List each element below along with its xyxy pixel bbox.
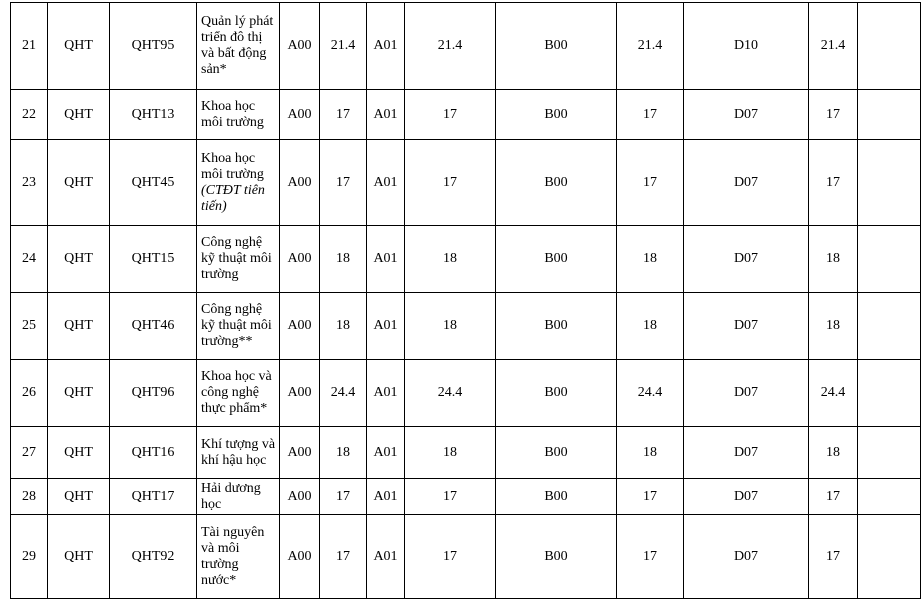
major-name-text: Quản lý phát triển đô thị và bất động sản* [201, 14, 274, 77]
cell-combo-2: A01 [367, 90, 405, 140]
cell-stt: 28 [11, 479, 48, 515]
cell-score-2: 17 [405, 479, 496, 515]
table-row [11, 427, 921, 479]
cell-combo-2: A01 [367, 479, 405, 515]
table-body [11, 3, 921, 599]
cell-combo-2: A01 [367, 293, 405, 360]
cell-combo-3: B00 [496, 427, 617, 479]
cell-combo-4: D07 [684, 515, 809, 599]
cell-stt: 21 [11, 3, 48, 90]
cell-empty [858, 427, 921, 479]
cell-score-1: 24.4 [320, 360, 367, 427]
cell-combo-3: B00 [496, 515, 617, 599]
cell-school: QHT [48, 3, 110, 90]
cell-score-4: 18 [809, 427, 858, 479]
cell-major-name [197, 515, 280, 599]
cell-combo-4: D07 [684, 90, 809, 140]
table-row [11, 3, 921, 90]
cell-empty [858, 140, 921, 226]
cell-stt: 27 [11, 427, 48, 479]
major-note-text: (CTĐT tiên tiến) [201, 182, 265, 214]
cell-score-4: 18 [809, 226, 858, 293]
cell-stt: 22 [11, 90, 48, 140]
cell-combo-4: D07 [684, 293, 809, 360]
cell-combo-2: A01 [367, 3, 405, 90]
cell-combo-1: A00 [280, 90, 320, 140]
table-row [11, 140, 921, 226]
cell-score-3: 21.4 [617, 3, 684, 90]
cell-empty [858, 360, 921, 427]
cell-combo-1: A00 [280, 140, 320, 226]
cell-school: QHT [48, 479, 110, 515]
cell-code: QHT45 [110, 140, 197, 226]
cell-combo-1: A00 [280, 293, 320, 360]
cell-score-1: 18 [320, 226, 367, 293]
cell-score-2: 18 [405, 427, 496, 479]
table-row [11, 293, 921, 360]
cell-empty [858, 479, 921, 515]
cell-score-3: 17 [617, 140, 684, 226]
cell-score-4: 17 [809, 515, 858, 599]
cell-combo-1: A00 [280, 3, 320, 90]
cell-code: QHT17 [110, 479, 197, 515]
cell-school: QHT [48, 140, 110, 226]
cell-major-name [197, 479, 280, 515]
major-name-text: Khoa học môi trường [201, 98, 264, 130]
cell-empty [858, 3, 921, 90]
cell-combo-1: A00 [280, 515, 320, 599]
cell-empty [858, 293, 921, 360]
cell-score-4: 17 [809, 479, 858, 515]
cell-combo-1: A00 [280, 226, 320, 293]
cell-score-4: 17 [809, 140, 858, 226]
cell-school: QHT [48, 226, 110, 293]
cell-stt: 29 [11, 515, 48, 599]
cell-combo-4: D07 [684, 226, 809, 293]
cell-score-4: 24.4 [809, 360, 858, 427]
cell-combo-2: A01 [367, 226, 405, 293]
cell-score-3: 24.4 [617, 360, 684, 427]
cell-combo-2: A01 [367, 515, 405, 599]
cell-combo-3: B00 [496, 293, 617, 360]
cell-combo-3: B00 [496, 360, 617, 427]
cell-combo-1: A00 [280, 479, 320, 515]
major-name-text: Khoa học môi trường [201, 150, 264, 182]
cell-school: QHT [48, 515, 110, 599]
cell-score-1: 18 [320, 293, 367, 360]
cell-empty [858, 226, 921, 293]
cell-score-3: 17 [617, 515, 684, 599]
cell-score-2: 21.4 [405, 3, 496, 90]
cell-score-3: 18 [617, 226, 684, 293]
cell-stt: 23 [11, 140, 48, 226]
cell-score-4: 21.4 [809, 3, 858, 90]
cell-score-3: 17 [617, 479, 684, 515]
table-row [11, 515, 921, 599]
cell-major-name [197, 427, 280, 479]
cell-score-1: 17 [320, 515, 367, 599]
cell-code: QHT16 [110, 427, 197, 479]
cell-major-name [197, 226, 280, 293]
cell-stt: 24 [11, 226, 48, 293]
cell-major-name [197, 293, 280, 360]
cell-score-1: 21.4 [320, 3, 367, 90]
cell-combo-1: A00 [280, 427, 320, 479]
cell-code: QHT95 [110, 3, 197, 90]
cell-combo-3: B00 [496, 479, 617, 515]
cell-school: QHT [48, 293, 110, 360]
cell-combo-3: B00 [496, 226, 617, 293]
major-name-text: Khoa học và công nghệ thực phẩm* [201, 369, 272, 416]
cell-code: QHT92 [110, 515, 197, 599]
cell-score-3: 17 [617, 90, 684, 140]
cell-combo-4: D07 [684, 479, 809, 515]
major-name-text: Khí tượng và khí hậu học [201, 436, 276, 468]
cell-combo-1: A00 [280, 360, 320, 427]
cell-score-1: 18 [320, 427, 367, 479]
major-name-text: Công nghệ kỹ thuật môi trường [201, 235, 272, 282]
cell-score-3: 18 [617, 293, 684, 360]
table-row [11, 226, 921, 293]
cell-stt: 25 [11, 293, 48, 360]
cell-empty [858, 515, 921, 599]
cell-combo-3: B00 [496, 140, 617, 226]
cell-combo-2: A01 [367, 140, 405, 226]
cell-major-name [197, 140, 280, 226]
cell-score-4: 18 [809, 293, 858, 360]
cell-school: QHT [48, 427, 110, 479]
cell-empty [858, 90, 921, 140]
cell-code: QHT46 [110, 293, 197, 360]
cell-combo-4: D10 [684, 3, 809, 90]
cell-combo-2: A01 [367, 360, 405, 427]
cell-school: QHT [48, 360, 110, 427]
cell-score-3: 18 [617, 427, 684, 479]
table-row [11, 479, 921, 515]
cell-code: QHT13 [110, 90, 197, 140]
table-row [11, 90, 921, 140]
cell-combo-4: D07 [684, 140, 809, 226]
cell-combo-2: A01 [367, 427, 405, 479]
cell-score-2: 17 [405, 515, 496, 599]
cell-score-4: 17 [809, 90, 858, 140]
major-name-text: Công nghệ kỹ thuật môi trường** [201, 302, 272, 349]
cell-major-name [197, 360, 280, 427]
cell-score-2: 18 [405, 293, 496, 360]
cell-code: QHT15 [110, 226, 197, 293]
cell-combo-4: D07 [684, 427, 809, 479]
cell-score-2: 24.4 [405, 360, 496, 427]
cell-combo-4: D07 [684, 360, 809, 427]
cell-school: QHT [48, 90, 110, 140]
major-name-text: Hải dương học [201, 480, 261, 512]
cell-score-2: 17 [405, 90, 496, 140]
cell-combo-3: B00 [496, 3, 617, 90]
cell-stt: 26 [11, 360, 48, 427]
cell-combo-3: B00 [496, 90, 617, 140]
major-name-text: Tài nguyên và môi trường nước* [201, 524, 265, 588]
cell-major-name [197, 90, 280, 140]
cell-score-2: 18 [405, 226, 496, 293]
cell-score-1: 17 [320, 140, 367, 226]
cell-code: QHT96 [110, 360, 197, 427]
cell-score-1: 17 [320, 479, 367, 515]
admission-score-table [10, 2, 921, 599]
cell-score-2: 17 [405, 140, 496, 226]
table-row [11, 360, 921, 427]
cell-major-name [197, 3, 280, 90]
cell-score-1: 17 [320, 90, 367, 140]
